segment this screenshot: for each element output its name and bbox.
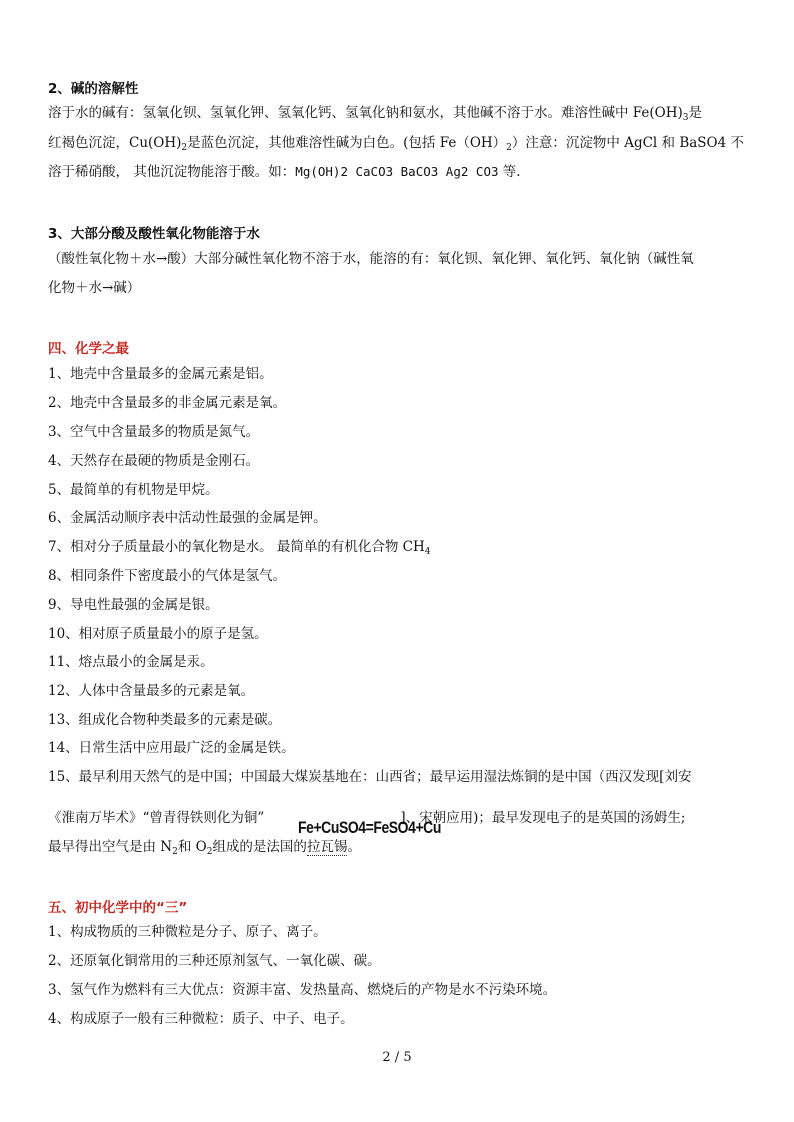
- section-2-line-2-c: ）注意：沉淀物中 AgCl 和 BaSO4 不: [511, 135, 744, 151]
- list-item-continued: [48, 837, 361, 862]
- list-item: 6、金属活动顺序表中活动性最强的金属是钾。: [48, 510, 327, 526]
- subscript: 2: [172, 847, 178, 857]
- list-item: 2、地壳中含量最多的非金属元素是氧。: [48, 395, 287, 411]
- list-item: 10、相对原子质量最小的原子是氢。: [48, 626, 268, 642]
- list-item: 4、构成原子一般有三种微粒：质子、中子、电子。: [48, 1011, 354, 1027]
- page-number: 2 / 5: [382, 1050, 412, 1065]
- section-2-line-3: [48, 162, 521, 182]
- list-item-text: 组成的是法国的: [212, 839, 307, 855]
- subscript: 4: [424, 547, 431, 557]
- section-4-title: 四、化学之最: [48, 341, 129, 357]
- list-item: [48, 537, 431, 562]
- list-item: 15、最早利用天然气的是中国；中国最大煤炭基地在：山西省；最早运用湿法炼铜的是中国（西汉发现[刘安: [48, 769, 692, 785]
- section-2-title: 2、碱的溶解性: [48, 81, 139, 97]
- emphasized-name: 拉瓦锡: [306, 839, 348, 855]
- list-item-text: 。: [347, 839, 361, 855]
- section-2-line-1: [48, 103, 702, 128]
- book-quote: 《淮南万毕术》“曾青得铁则化为铜”: [48, 810, 265, 826]
- list-item: 1、地壳中含量最多的金属元素是铝。: [48, 366, 273, 382]
- formula-list: Mg(OH)2 CaCO3 BaCO3 Ag2 CO3: [295, 164, 499, 179]
- subscript: 2: [506, 143, 512, 153]
- list-item: 1、构成物质的三种微粒是分子、原子、离子。: [48, 924, 327, 940]
- list-item-text: 7、相对分子质量最小的氧化物是水。 最简单的有机化合物 CH: [48, 539, 425, 555]
- section-2-line-2: [48, 133, 744, 158]
- list-item-text: 最早得出空气是由 N: [48, 839, 173, 855]
- subscript: 2: [181, 143, 188, 153]
- list-item: 12、人体中含量最多的元素是氧。: [48, 683, 255, 699]
- list-item: 3、空气中含量最多的物质是氮气。: [48, 424, 260, 440]
- list-item-text: ]、宋朝应用)；最早发现电子的是英国的汤姆生;: [400, 810, 686, 826]
- list-item: 14、日常生活中应用最广泛的金属是铁。: [48, 740, 295, 756]
- section-3-title: 3、大部分酸及酸性氧化物能溶于水: [48, 226, 260, 242]
- section-2-line-2-b: 是蓝色沉淀，其他难溶性碱为白色。(包括 Fe（OH）: [187, 135, 507, 151]
- list-item: 8、相同条件下密度最小的气体是氢气。: [48, 568, 287, 584]
- list-item-text: 和 O: [177, 839, 207, 855]
- section-5-title: 五、初中化学中的“三”: [48, 900, 188, 916]
- list-item: 5、最简单的有机物是甲烷。: [48, 482, 219, 498]
- section-2-line-1-tail: 是: [688, 105, 703, 121]
- section-3-line-2: 化物＋水→碱）: [48, 280, 141, 296]
- list-item: 3、氢气作为燃料有三大优点：资源丰富、发热量高、燃烧后的产物是水不污染环境。: [48, 982, 557, 998]
- section-3-line-1: （酸性氧化物＋水→酸）大部分碱性氧化物不溶于水，能溶的有：氧化钡、氧化钾、氧化钙、氧化钠（碱性氧: [48, 251, 694, 267]
- subscript: 2: [206, 847, 213, 857]
- subscript: 3: [682, 113, 689, 123]
- list-item: 13、组成化合物种类最多的元素是碳。: [48, 712, 282, 728]
- section-2-line-2-a: 红褐色沉淀，Cu(OH): [48, 135, 182, 151]
- section-2-line-3-tail: 等.: [498, 164, 521, 180]
- list-item: 9、导电性最强的金属是银。: [48, 597, 219, 613]
- list-item: 4、天然存在最硬的物质是金刚石。: [48, 453, 260, 469]
- chemical-equation: Fe+CuSO4=FeSO4+Cu: [298, 818, 441, 837]
- section-2-line-3-a: 溶于稀硝酸， 其他沉淀物能溶于酸。如：: [48, 164, 296, 180]
- list-item: 11、熔点最小的金属是汞。: [48, 654, 214, 670]
- section-2-line-1-text: 溶于水的碱有：氢氧化钡、氢氧化钾、氢氧化钙、氢氧化钠和氨水，其他碱不溶于水。难溶性碱中 Fe(OH): [48, 105, 683, 121]
- list-item: 2、还原氧化铜常用的三种还原剂氢气、一氧化碳、碳。: [48, 953, 381, 969]
